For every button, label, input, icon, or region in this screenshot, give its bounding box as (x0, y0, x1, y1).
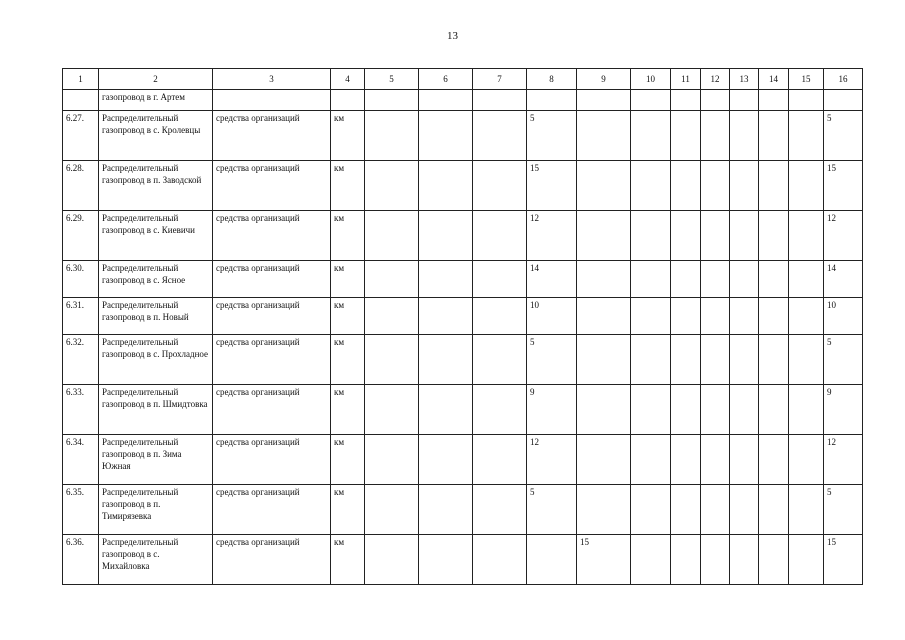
empty-cell (473, 90, 527, 111)
col13-cell (730, 535, 759, 585)
col11-cell (671, 261, 701, 298)
unit-cell: км (331, 335, 365, 385)
row-number-cell: 6.28. (63, 161, 99, 211)
header-row (63, 69, 863, 90)
column-number-header: 11 (671, 69, 701, 90)
table-row (63, 435, 863, 485)
col12-cell (701, 535, 730, 585)
funding-source-cell: средства организаций (213, 261, 331, 298)
column-number-header: 13 (730, 69, 759, 90)
col5-cell (365, 435, 419, 485)
col10-cell (631, 435, 671, 485)
col5-cell (365, 298, 419, 335)
row-number-cell: 6.36. (63, 535, 99, 585)
object-name-cell: Распределительный газопровод в п. Шмидтовка (99, 385, 213, 435)
col8-value-cell: 14 (527, 261, 577, 298)
col8-value-cell: 10 (527, 298, 577, 335)
col15-cell (789, 385, 824, 435)
col5-cell (365, 161, 419, 211)
col15-cell (789, 161, 824, 211)
object-name-cell: Распределительный газопровод в с. Михайловка (99, 535, 213, 585)
col15-cell (789, 485, 824, 535)
unit-cell: км (331, 485, 365, 535)
col14-cell (759, 298, 789, 335)
row-number-cell: 6.33. (63, 385, 99, 435)
col12-cell (701, 435, 730, 485)
column-number-header: 6 (419, 69, 473, 90)
col7-cell (473, 298, 527, 335)
col13-cell (730, 161, 759, 211)
col11-cell (671, 111, 701, 161)
col14-cell (759, 535, 789, 585)
col16-total-cell: 9 (824, 385, 863, 435)
col7-cell (473, 435, 527, 485)
col10-cell (631, 535, 671, 585)
col12-cell (701, 261, 730, 298)
funding-source-cell: средства организаций (213, 485, 331, 535)
col6-cell (419, 161, 473, 211)
col5-cell (365, 485, 419, 535)
empty-cell (789, 90, 824, 111)
row-number-cell: 6.32. (63, 335, 99, 385)
col5-cell (365, 211, 419, 261)
col14-cell (759, 385, 789, 435)
col12-cell (701, 211, 730, 261)
object-name-cell: Распределительный газопровод в с. Прохладное (99, 335, 213, 385)
funding-source-cell: средства организаций (213, 385, 331, 435)
col13-cell (730, 485, 759, 535)
row-number-cell: 6.31. (63, 298, 99, 335)
column-number-header: 10 (631, 69, 671, 90)
empty-cell (730, 90, 759, 111)
col9-value-cell (577, 435, 631, 485)
object-name-cell: Распределительный газопровод в с. Ясное (99, 261, 213, 298)
unit-cell: км (331, 111, 365, 161)
col8-value-cell: 5 (527, 485, 577, 535)
col13-cell (730, 211, 759, 261)
col13-cell (730, 261, 759, 298)
column-number-header: 8 (527, 69, 577, 90)
continuation-name-cell: газопровод в г. Артем (99, 90, 213, 111)
col7-cell (473, 111, 527, 161)
table-row (63, 211, 863, 261)
object-name-cell: Распределительный газопровод в п. Тимирязевка (99, 485, 213, 535)
col8-value-cell: 9 (527, 385, 577, 435)
col9-value-cell (577, 485, 631, 535)
col10-cell (631, 211, 671, 261)
column-number-header: 2 (99, 69, 213, 90)
object-name-cell: Распределительный газопровод в п. Новый (99, 298, 213, 335)
empty-cell (577, 90, 631, 111)
table-row (63, 111, 863, 161)
col5-cell (365, 111, 419, 161)
object-name-cell: Распределительный газопровод в п. Зима Южная (99, 435, 213, 485)
table-row (63, 335, 863, 385)
col7-cell (473, 535, 527, 585)
col8-value-cell: 12 (527, 211, 577, 261)
column-number-header: 12 (701, 69, 730, 90)
col10-cell (631, 261, 671, 298)
col6-cell (419, 111, 473, 161)
col13-cell (730, 298, 759, 335)
table-row (63, 161, 863, 211)
col7-cell (473, 385, 527, 435)
table-row (63, 535, 863, 585)
col6-cell (419, 298, 473, 335)
col12-cell (701, 335, 730, 385)
col10-cell (631, 485, 671, 535)
col16-total-cell: 10 (824, 298, 863, 335)
col14-cell (759, 485, 789, 535)
unit-cell: км (331, 161, 365, 211)
col16-total-cell: 12 (824, 435, 863, 485)
col13-cell (730, 435, 759, 485)
row-number-cell: 6.30. (63, 261, 99, 298)
col10-cell (631, 335, 671, 385)
col8-value-cell: 5 (527, 335, 577, 385)
col15-cell (789, 211, 824, 261)
unit-cell: км (331, 211, 365, 261)
funding-source-cell: средства организаций (213, 298, 331, 335)
col16-total-cell: 15 (824, 535, 863, 585)
funding-source-cell: средства организаций (213, 335, 331, 385)
col9-value-cell (577, 111, 631, 161)
empty-cell (671, 90, 701, 111)
column-number-header: 14 (759, 69, 789, 90)
empty-cell (213, 90, 331, 111)
col6-cell (419, 335, 473, 385)
empty-cell (631, 90, 671, 111)
object-name-cell: Распределительный газопровод в с. Кролевцы (99, 111, 213, 161)
col15-cell (789, 261, 824, 298)
col8-value-cell (527, 535, 577, 585)
funding-source-cell: средства организаций (213, 161, 331, 211)
col8-value-cell: 12 (527, 435, 577, 485)
col9-value-cell (577, 211, 631, 261)
col6-cell (419, 211, 473, 261)
row-number-cell: 6.35. (63, 485, 99, 535)
col7-cell (473, 485, 527, 535)
funding-source-cell: средства организаций (213, 535, 331, 585)
empty-cell (759, 90, 789, 111)
col9-value-cell (577, 261, 631, 298)
column-number-header: 5 (365, 69, 419, 90)
col13-cell (730, 385, 759, 435)
empty-cell (365, 90, 419, 111)
col11-cell (671, 335, 701, 385)
empty-cell (701, 90, 730, 111)
col7-cell (473, 261, 527, 298)
col5-cell (365, 535, 419, 585)
col9-value-cell: 15 (577, 535, 631, 585)
col14-cell (759, 211, 789, 261)
continuation-row (63, 90, 863, 111)
page-number: 13 (447, 30, 458, 42)
col16-total-cell: 15 (824, 161, 863, 211)
col8-value-cell: 5 (527, 111, 577, 161)
table-row (63, 485, 863, 535)
col16-total-cell: 5 (824, 111, 863, 161)
column-number-header: 16 (824, 69, 863, 90)
col9-value-cell (577, 335, 631, 385)
col14-cell (759, 335, 789, 385)
col15-cell (789, 535, 824, 585)
table-row (63, 298, 863, 335)
column-number-header: 1 (63, 69, 99, 90)
col14-cell (759, 111, 789, 161)
unit-cell: км (331, 298, 365, 335)
col7-cell (473, 211, 527, 261)
col11-cell (671, 298, 701, 335)
col15-cell (789, 435, 824, 485)
col14-cell (759, 261, 789, 298)
unit-cell: км (331, 385, 365, 435)
funding-source-cell: средства организаций (213, 435, 331, 485)
column-number-header: 9 (577, 69, 631, 90)
col6-cell (419, 261, 473, 298)
object-name-cell: Распределительный газопровод в п. Заводской (99, 161, 213, 211)
col10-cell (631, 161, 671, 211)
col11-cell (671, 211, 701, 261)
col12-cell (701, 298, 730, 335)
col10-cell (631, 385, 671, 435)
empty-cell (824, 90, 863, 111)
col14-cell (759, 161, 789, 211)
col13-cell (730, 111, 759, 161)
col13-cell (730, 335, 759, 385)
col12-cell (701, 161, 730, 211)
unit-cell: км (331, 261, 365, 298)
col5-cell (365, 335, 419, 385)
column-number-header: 4 (331, 69, 365, 90)
col16-total-cell: 5 (824, 485, 863, 535)
col10-cell (631, 298, 671, 335)
unit-cell: км (331, 535, 365, 585)
col5-cell (365, 385, 419, 435)
column-number-header: 3 (213, 69, 331, 90)
table-row (63, 261, 863, 298)
col16-total-cell: 5 (824, 335, 863, 385)
col11-cell (671, 485, 701, 535)
table-row (63, 385, 863, 435)
funding-source-cell: средства организаций (213, 211, 331, 261)
row-number-cell: 6.29. (63, 211, 99, 261)
funding-source-cell: средства организаций (213, 111, 331, 161)
col14-cell (759, 435, 789, 485)
col6-cell (419, 535, 473, 585)
col15-cell (789, 111, 824, 161)
empty-cell (419, 90, 473, 111)
unit-cell: км (331, 435, 365, 485)
program-table (62, 68, 863, 585)
col12-cell (701, 111, 730, 161)
empty-cell (63, 90, 99, 111)
col15-cell (789, 298, 824, 335)
row-number-cell: 6.27. (63, 111, 99, 161)
object-name-cell: Распределительный газопровод в с. Киевичи (99, 211, 213, 261)
row-number-cell: 6.34. (63, 435, 99, 485)
col11-cell (671, 535, 701, 585)
col8-value-cell: 15 (527, 161, 577, 211)
col12-cell (701, 385, 730, 435)
col7-cell (473, 161, 527, 211)
col11-cell (671, 385, 701, 435)
col6-cell (419, 435, 473, 485)
col11-cell (671, 161, 701, 211)
col15-cell (789, 335, 824, 385)
col5-cell (365, 261, 419, 298)
col6-cell (419, 385, 473, 435)
col11-cell (671, 435, 701, 485)
col9-value-cell (577, 298, 631, 335)
col6-cell (419, 485, 473, 535)
col16-total-cell: 12 (824, 211, 863, 261)
col7-cell (473, 335, 527, 385)
column-number-header: 15 (789, 69, 824, 90)
col10-cell (631, 111, 671, 161)
empty-cell (331, 90, 365, 111)
empty-cell (527, 90, 577, 111)
col12-cell (701, 485, 730, 535)
column-number-header: 7 (473, 69, 527, 90)
col16-total-cell: 14 (824, 261, 863, 298)
col9-value-cell (577, 161, 631, 211)
col9-value-cell (577, 385, 631, 435)
